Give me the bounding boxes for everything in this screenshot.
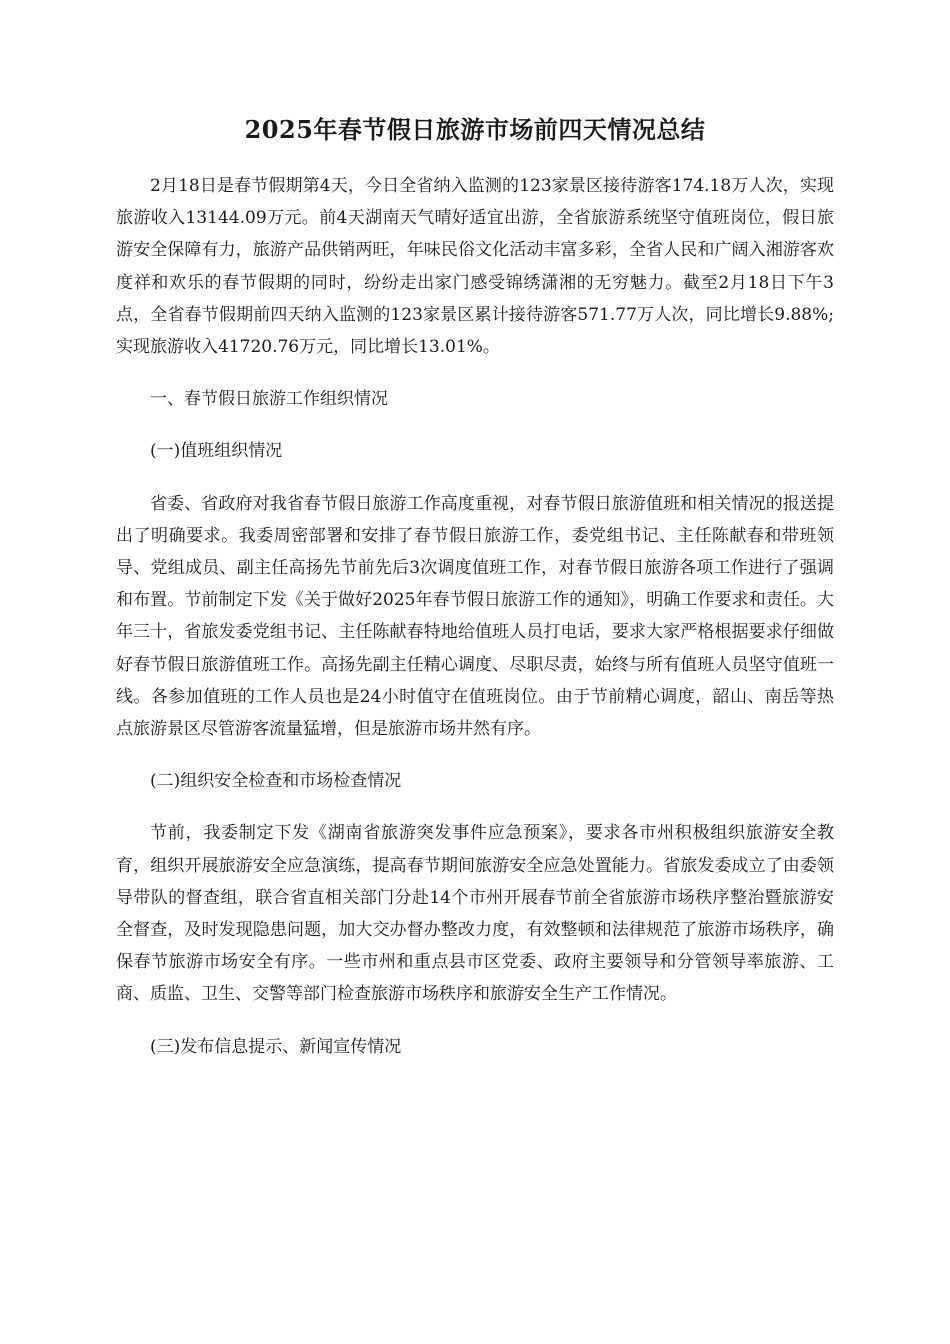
subsection-body-1: 省委、省政府对我省春节假日旅游工作高度重视，对春节假日旅游值班和相关情况的报送提出了明确要求。我委周密部署和安排了春节假日旅游工作，委党组书记、主任陈献春和带班领导、党组成员、副主任高扬先节前先后3次调度值班工作，对春节假日旅游各项工作进行了强调和布置。节前制定下发《关于做好2025年春节假日旅游工作的通知》，明确工作要求和责任。大年三十，省旅发委党组书记、主任陈献春特地给值班人员打电话，要求大家严格根据要求仔细做好春节假日旅游值班工作。高扬先副主任精心调度、尽职尽责，始终与所有值班人员坚守值班一线。各参加值班的工作人员也是24小时值守在值班岗位。由于节前精心调度，韶山、南岳等热点旅游景区尽管游客流量猛增，但是旅游市场井然有序。 <box>116 493 834 740</box>
section-heading-1: 一、春节假日旅游工作组织情况 <box>150 389 388 410</box>
subsection-body-2: 节前，我委制定下发《湖南省旅游突发事件应急预案》，要求各市州积极组织旅游安全教育，组织开展旅游安全应急演练，提高春节期间旅游安全应急处置能力。省旅发委成立了由委领导带队的督查组，联合省直相关部门分赴14个市州开展春节前全省旅游市场秩序整治暨旅游安全督查，及时发现隐患问题，加大交办督办整改力度，有效整顿和法律规范了旅游市场秩序，确保春节旅游市场安全有序。一些市州和重点县市区党委、政府主要领导和分管领导率旅游、工商、质监、卫生、交警等部门检查旅游市场秩序和旅游安全生产工作情况。 <box>116 823 834 1005</box>
subsection-heading-2: (二)组织安全检查和市场检查情况 <box>150 771 402 792</box>
document-title: 2025年春节假日旅游市场前四天情况总结 <box>244 115 706 144</box>
subsection-heading-1: (一)值班组织情况 <box>150 441 283 462</box>
subsection-heading-3: (三)发布信息提示、新闻宣传情况 <box>150 1036 402 1057</box>
intro-paragraph: 2月18日是春节假期第4天，今日全省纳入监测的123家景区接待游客174.18万人次，实现旅游收入13144.09万元。前4天湖南天气晴好适宜出游，全省旅游系统坚守值班岗位，假日旅游安全保障有力，旅游产品供销两旺，年味民俗文化活动丰富多彩，全省人民和广阔入湘游客欢度祥和欢乐的春节假期的同时，纷纷走出家门感受锦绣潇湘的无穷魅力。截至2月18日下午3点，全省春节假期前四天纳入监测的123家景区累计接待游客571.77万人次，同比增长9.88%;实现旅游收入41720.76万元，同比增长13.01%。 <box>116 176 834 358</box>
